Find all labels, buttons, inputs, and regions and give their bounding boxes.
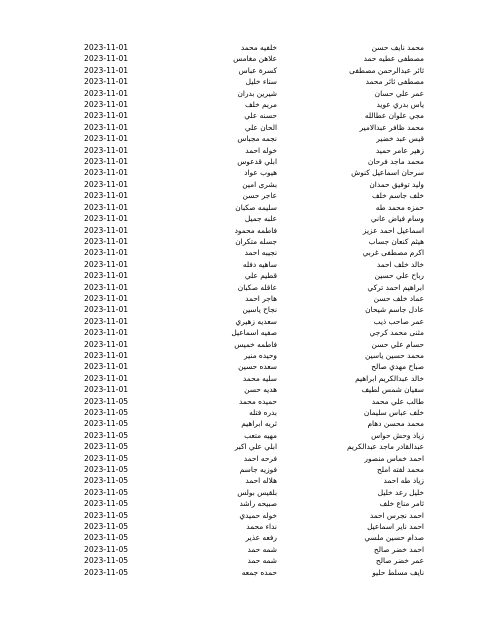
record-date: 2023-11-05 (84, 408, 129, 417)
record-date: 2023-11-01 (84, 316, 129, 326)
record-row (0, 487, 494, 498)
record-row (0, 236, 494, 247)
record-date: 2023-11-01 (84, 350, 129, 360)
record-row (0, 76, 494, 87)
record-date: 2023-11-01 (84, 248, 129, 258)
record-date: 2023-11-01 (84, 259, 129, 269)
record-date: 2023-11-05 (84, 556, 129, 566)
record-full-name: زياد طه احمد (383, 476, 424, 486)
record-mother-name: وحيده منير (244, 350, 277, 360)
record-row (0, 316, 494, 327)
record-mother-name: حسنه علي (244, 111, 277, 121)
record-row (0, 88, 494, 99)
record-date: 2023-11-01 (84, 43, 129, 52)
record-mother-name: كسرة عباس (238, 65, 277, 75)
record-date: 2023-11-01 (84, 111, 129, 121)
record-full-name: احمد نجرس احمد (369, 510, 424, 520)
record-row (0, 384, 494, 395)
record-date: 2023-11-01 (84, 282, 129, 292)
record-full-name: خالد عبدالكريم ابراهيم (355, 373, 424, 383)
record-full-name: عادل جاسم شيحان (365, 305, 424, 315)
record-full-name: خالد خلف احمد (376, 259, 424, 269)
record-full-name: حمزه محمد طه (375, 202, 424, 212)
record-row (0, 225, 494, 236)
record-full-name: مثنى محمد كرجي (369, 328, 424, 338)
record-mother-name: سناء خليل (245, 77, 277, 87)
record-mother-name: هاجر احمد (245, 293, 277, 303)
record-mother-name: مريم خلف (244, 100, 277, 110)
record-date: 2023-11-01 (84, 373, 129, 383)
record-full-name: ياس بدري عويد (376, 100, 424, 110)
record-row (0, 247, 494, 258)
record-row (0, 544, 494, 555)
record-row (0, 145, 494, 156)
record-row (0, 282, 494, 293)
record-row (0, 373, 494, 384)
record-full-name: محمد ظافر عبدالامير (359, 122, 424, 132)
record-mother-name: شمه حمد (247, 556, 277, 566)
record-mother-name: سليمه صكبان (235, 202, 277, 212)
record-row (0, 110, 494, 121)
record-row (0, 407, 494, 418)
record-date: 2023-11-01 (84, 339, 129, 349)
record-date: 2023-11-05 (84, 487, 129, 497)
record-full-name: احمد خماس منصور (364, 453, 424, 463)
record-mother-name: عاقله صكبان (237, 282, 277, 292)
record-date: 2023-11-01 (84, 100, 129, 110)
record-full-name: خليل رعد خليل (377, 487, 424, 497)
record-mother-name: نجمه مجباس (237, 134, 277, 144)
record-date: 2023-11-05 (84, 453, 129, 463)
record-row (0, 65, 494, 76)
record-date: 2023-11-01 (84, 157, 129, 167)
record-mother-name: فوزيه جاسم (239, 465, 277, 475)
record-full-name: عبدالقادر ماجد عبدالكريم (347, 442, 424, 452)
record-mother-name: نجيبه احمد (244, 248, 277, 258)
record-full-name: عمر خضر صالح (375, 556, 424, 566)
record-mother-name: ابلي قدعوس (237, 157, 277, 167)
record-date: 2023-11-05 (84, 522, 129, 532)
record-mother-name: فرحه احمد (243, 453, 277, 463)
record-mother-name: هلاله احمد (245, 476, 277, 486)
record-mother-name: صبيحه راشد (239, 499, 277, 509)
record-date: 2023-11-01 (84, 122, 129, 132)
record-full-name: ثائر عبدالرحمن مصطفى (349, 65, 424, 75)
record-full-name: وسام فياض عاني (370, 214, 424, 224)
record-full-name: سفيان شمس لطيف (361, 385, 424, 395)
record-mother-name: خوله حميدي (239, 510, 277, 520)
record-mother-name: صفيه اسماعيل (231, 328, 277, 338)
record-date: 2023-11-05 (84, 499, 129, 509)
records-list (0, 42, 494, 578)
record-full-name: نايف مسلط حليو (372, 567, 424, 577)
record-row (0, 555, 494, 566)
record-mother-name: سعديه زهيري (235, 316, 277, 326)
record-mother-name: قطيم علي (244, 271, 277, 281)
record-row (0, 156, 494, 167)
record-date: 2023-11-01 (84, 385, 129, 395)
record-date: 2023-11-01 (84, 225, 129, 235)
record-mother-name: شمه حمد (247, 544, 277, 554)
record-mother-name: علاهن مغامس (233, 54, 277, 64)
record-row (0, 53, 494, 64)
record-full-name: سرحان اسماعيل كنوش (351, 168, 424, 178)
record-full-name: خلف جاسم خلف (372, 191, 424, 201)
record-date: 2023-11-01 (84, 328, 129, 338)
record-mother-name: علبه جميل (244, 214, 277, 224)
record-date: 2023-11-01 (84, 145, 129, 155)
record-mother-name: خوله احمد (245, 145, 277, 155)
record-mother-name: ابلي علي اكبر (234, 442, 277, 452)
record-row (0, 133, 494, 144)
record-date: 2023-11-05 (84, 465, 129, 475)
record-row (0, 361, 494, 372)
record-full-name: محمد حسين ياسين (365, 350, 424, 360)
record-full-name: هيثم كنعان جساب (368, 236, 424, 246)
record-full-name: احمد ناير اسماعيل (367, 522, 424, 532)
record-full-name: حسام علي حسن (371, 339, 424, 349)
record-full-name: وليد توفيق حمدان (369, 179, 424, 189)
record-mother-name: نجاح ياسين (242, 305, 277, 315)
record-mother-name: مهيه متعب (244, 430, 277, 440)
record-date: 2023-11-05 (84, 476, 129, 486)
record-mother-name: بشرى امين (242, 179, 277, 189)
record-mother-name: فاطمه خميس (234, 339, 277, 349)
record-full-name: محمد محسن دهام (367, 419, 424, 429)
record-full-name: مصطفى ثائر محمد (365, 77, 424, 87)
record-mother-name: شيرين بدران (237, 88, 277, 98)
record-full-name: قيس عبد خضير (376, 134, 424, 144)
record-date: 2023-11-01 (84, 362, 129, 372)
record-date: 2023-11-01 (84, 168, 129, 178)
record-full-name: اسماعيل احمد عزيز (362, 225, 424, 235)
record-full-name: زهير عامر حميد (375, 145, 424, 155)
record-full-name: عمر صاحب ذيب (373, 316, 424, 326)
record-mother-name: عاجر حسن (242, 191, 277, 201)
record-row (0, 418, 494, 429)
record-date: 2023-11-01 (84, 65, 129, 75)
record-row (0, 167, 494, 178)
record-row (0, 190, 494, 201)
record-row (0, 498, 494, 509)
record-row (0, 510, 494, 521)
record-full-name: طالب علي محمد (371, 396, 424, 406)
record-date: 2023-11-05 (84, 533, 129, 543)
record-mother-name: ساهيه دفله (242, 259, 277, 269)
record-date: 2023-11-05 (84, 396, 129, 406)
record-row (0, 179, 494, 190)
record-mother-name: حمده جمعه (241, 567, 277, 577)
record-full-name: محمد نايف حسن (371, 43, 424, 52)
record-row (0, 304, 494, 315)
record-row (0, 99, 494, 110)
record-mother-name: سليه محمد (242, 373, 277, 383)
record-full-name: احمد خضر صالح (373, 544, 424, 554)
record-full-name: صدام حسين ملسي (364, 533, 424, 543)
record-full-name: رباح علي حسين (374, 271, 424, 281)
record-row (0, 202, 494, 213)
record-mother-name: بلقيس بولس (237, 487, 277, 497)
record-full-name: عمر علي حسان (374, 88, 424, 98)
record-mother-name: نداء محمد (246, 522, 277, 532)
record-full-name: مصطفى عطيه حمد (363, 54, 424, 64)
record-date: 2023-11-05 (84, 430, 129, 440)
record-full-name: محمد ماجد فرحان (367, 157, 424, 167)
record-row (0, 213, 494, 224)
record-date: 2023-11-01 (84, 191, 129, 201)
record-row (0, 475, 494, 486)
record-full-name: عماد خلف حسن (373, 293, 424, 303)
record-row (0, 42, 494, 53)
record-full-name: ثامر مناع خلف (379, 499, 424, 509)
record-mother-name: رفعه عذير (245, 533, 277, 543)
record-mother-name: بدره فتله (249, 408, 277, 417)
record-mother-name: هديه حسن (244, 385, 277, 395)
record-row (0, 350, 494, 361)
record-full-name: محمد لفته املح (377, 465, 424, 475)
record-full-name: مجي علوان عطالله (364, 111, 424, 121)
record-date: 2023-11-01 (84, 54, 129, 64)
record-date: 2023-11-01 (84, 305, 129, 315)
record-row (0, 396, 494, 407)
record-row (0, 270, 494, 281)
record-row (0, 567, 494, 578)
record-full-name: خلف عباس سليمان (363, 408, 424, 417)
record-date: 2023-11-05 (84, 442, 129, 452)
record-date: 2023-11-05 (84, 544, 129, 554)
record-date: 2023-11-01 (84, 271, 129, 281)
record-full-name: صباح مهدي صالح (371, 362, 424, 372)
record-date: 2023-11-05 (84, 419, 129, 429)
record-row (0, 339, 494, 350)
record-row (0, 293, 494, 304)
record-mother-name: الحان علي (244, 122, 277, 132)
record-mother-name: جسله متكران (235, 236, 277, 246)
record-date: 2023-11-01 (84, 214, 129, 224)
record-date: 2023-11-01 (84, 77, 129, 87)
record-date: 2023-11-01 (84, 202, 129, 212)
record-mother-name: حميده محمد (238, 396, 277, 406)
record-mother-name: سعده حسين (238, 362, 277, 372)
record-row (0, 521, 494, 532)
record-row (0, 441, 494, 452)
record-row (0, 453, 494, 464)
record-date: 2023-11-01 (84, 179, 129, 189)
record-date: 2023-11-01 (84, 134, 129, 144)
record-date: 2023-11-01 (84, 293, 129, 303)
record-row (0, 122, 494, 133)
record-row (0, 327, 494, 338)
record-mother-name: فاطمه محمود (234, 225, 277, 235)
record-date: 2023-11-01 (84, 88, 129, 98)
record-full-name: ابراهيم احمد تركي (367, 282, 424, 292)
record-date: 2023-11-05 (84, 510, 129, 520)
record-mother-name: ثريه ابراهيم (241, 419, 277, 429)
record-row (0, 464, 494, 475)
record-row (0, 430, 494, 441)
record-date: 2023-11-01 (84, 236, 129, 246)
record-row (0, 532, 494, 543)
record-full-name: زياد وحش حواس (371, 430, 424, 440)
record-date: 2023-11-05 (84, 567, 129, 577)
record-mother-name: هيوب عواد (244, 168, 277, 178)
record-mother-name: خلفيه محمد (240, 43, 277, 52)
record-full-name: اكرم مصطفى غربي (362, 248, 424, 258)
record-row (0, 259, 494, 270)
